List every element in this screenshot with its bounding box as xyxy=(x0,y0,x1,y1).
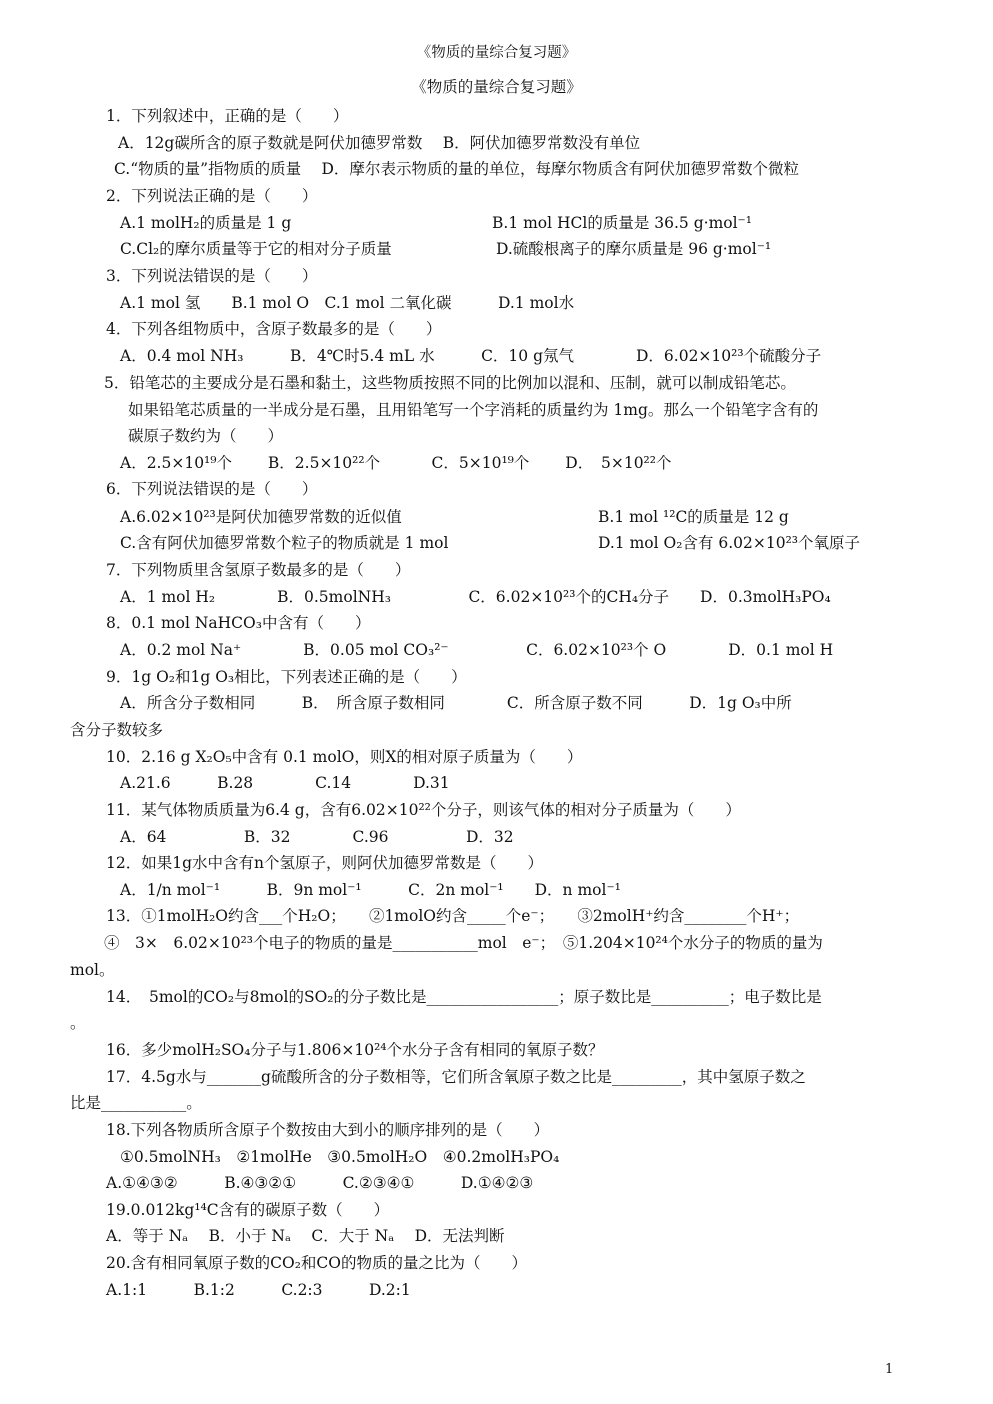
q14: 14． 5mol的CO₂与8mol的SO₂的分子数比是_________________；原子数比是__________；电子数比是 xyxy=(106,988,822,1006)
q1-options-ab: A．12g碳所含的原子数就是阿伏加德罗常数 B．阿伏加德罗常数没有单位 xyxy=(118,134,641,152)
q13-cont-2: mol。 xyxy=(70,961,115,979)
page-title: 《物质的量综合复习题》 xyxy=(411,78,582,96)
q19: 19.0.012kg¹⁴C含有的碳原子数（ ） xyxy=(106,1201,390,1219)
q3: 3．下列说法错误的是（ ） xyxy=(106,267,318,285)
q11: 11．某气体物质质量为6.4 g，含有6.02×10²²个分子，则该气体的相对分子质量为（ ） xyxy=(106,801,741,819)
q18-items: ①0.5molNH₃ ②1molHe ③0.5molH₂O ④0.2molH₃PO₄ xyxy=(120,1148,560,1166)
q2: 2．下列说法正确的是（ ） xyxy=(106,187,318,205)
q7: 7．下列物质里含氢原子数最多的是（ ） xyxy=(106,561,411,579)
q8: 8．0.1 mol NaHCO₃中含有（ ） xyxy=(106,614,371,632)
q5-options: A．2.5×10¹⁹个 B．2.5×10²²个 C．5×10¹⁹个 D． 5×10²²个 xyxy=(120,454,672,472)
q10: 10．2.16 g X₂O₅中含有 0.1 molO，则X的相对原子质量为（ ） xyxy=(106,748,583,766)
q4-options: A．0.4 mol NH₃ B．4℃时5.4 mL 水 C．10 g氖气 D．6.02×10²³个硫酸分子 xyxy=(120,347,822,365)
q5: 5．铅笔芯的主要成分是石墨和黏土，这些物质按照不同的比例加以混和、压制，就可以制成铅笔芯。 xyxy=(104,374,796,392)
q1-options-cd: C.“物质的量”指物质的质量 D．摩尔表示物质的量的单位，每摩尔物质含有阿伏加德罗常数个微粒 xyxy=(114,160,799,178)
q2-option-a: A.1 molH₂的质量是 1 g xyxy=(120,214,292,232)
q17: 17．4.5g水与_______g硫酸所含的分子数相等，它们所含氧原子数之比是_________，其中氢原子数之 xyxy=(106,1068,806,1086)
q3-options: A.1 mol 氢 B.1 mol O C.1 mol 二氧化碳 D.1 mol水 xyxy=(120,294,575,312)
q9: 9．1g O₂和1g O₃相比，下列表述正确的是（ ） xyxy=(106,668,467,686)
q1: 1．下列叙述中，正确的是（ ） xyxy=(106,107,349,125)
q9-options: A．所含分子数相同 B． 所含原子数相同 C．所含原子数不同 D．1g O₃中所 xyxy=(120,694,792,712)
q8-options: A．0.2 mol Na⁺ B．0.05 mol CO₃²⁻ C．6.02×10²³个 O D．0.1 mol H xyxy=(120,641,834,659)
q13: 13．①1molH₂O约含___个H₂O； ②1molO约含_____个e⁻； ③2molH⁺约含________个H⁺； xyxy=(106,907,800,925)
q20-options: A.1:1 B.1:2 C.2:3 D.2:1 xyxy=(106,1281,411,1299)
q9-cont: 含分子数较多 xyxy=(70,721,164,739)
q10-options: A.21.6 B.28 C.14 D.31 xyxy=(120,774,450,792)
q18: 18.下列各物质所含原子个数按由大到小的顺序排列的是（ ） xyxy=(106,1121,550,1139)
q20: 20.含有相同氧原子数的CO₂和CO的物质的量之比为（ ） xyxy=(106,1254,527,1272)
q6-option-c: C.含有阿伏加德罗常数个粒子的物质就是 1 mol xyxy=(120,534,449,552)
q6-option-b: B.1 mol ¹²C的质量是 12 g xyxy=(598,508,789,526)
q6-option-a: A.6.02×10²³是阿伏加德罗常数的近似值 xyxy=(120,508,402,526)
q2-option-d: D.硫酸根离子的摩尔质量是 96 g·mol⁻¹ xyxy=(496,240,772,258)
title-top: 《物质的量综合复习题》 xyxy=(416,45,577,61)
q11-options: A．64 B．32 C.96 D．32 xyxy=(120,828,514,846)
q13-cont-1: ④ 3× 6.02×10²³个电子的物质的量是___________mol e⁻； ⑤1.204×10²⁴个水分子的物质的量为 xyxy=(104,934,823,952)
q5-cont-1: 如果铅笔芯质量的一半成分是石墨，且用铅笔写一个字消耗的质量约为 1mg。那么一个铅笔字含有的 xyxy=(128,401,819,419)
q12-options: A．1/n mol⁻¹ B．9n mol⁻¹ C．2n mol⁻¹ D．n mol⁻¹ xyxy=(120,881,621,899)
q6: 6．下列说法错误的是（ ） xyxy=(106,480,318,498)
q16: 16．多少molH₂SO₄分子与1.806×10²⁴个水分子含有相同的氧原子数？ xyxy=(106,1041,604,1059)
page-number: 1 xyxy=(885,1362,894,1377)
q7-options: A．1 mol H₂ B．0.5molNH₃ C．6.02×10²³个的CH₄分子 D．0.3molH₃PO₄ xyxy=(120,588,831,606)
q17-cont: 比是___________。 xyxy=(70,1094,202,1112)
q12: 12．如果1g水中含有n个氢原子，则阿伏加德罗常数是（ ） xyxy=(106,854,543,872)
q19-options: A．等于 Nₐ B．小于 Nₐ C．大于 Nₐ D．无法判断 xyxy=(106,1227,505,1245)
q14-cont: 。 xyxy=(70,1014,86,1032)
q4: 4．下列各组物质中，含原子数最多的是（ ） xyxy=(106,320,442,338)
q18-options: A.①④③② B.④③②① C.②③④① D.①④②③ xyxy=(106,1174,534,1192)
q2-option-b: B.1 mol HCl的质量是 36.5 g·mol⁻¹ xyxy=(492,214,752,232)
q6-option-d: D.1 mol O₂含有 6.02×10²³个氧原子 xyxy=(598,534,861,552)
q2-option-c: C.Cl₂的摩尔质量等于它的相对分子质量 xyxy=(120,240,392,258)
q5-cont-2: 碳原子数约为（ ） xyxy=(128,427,284,445)
